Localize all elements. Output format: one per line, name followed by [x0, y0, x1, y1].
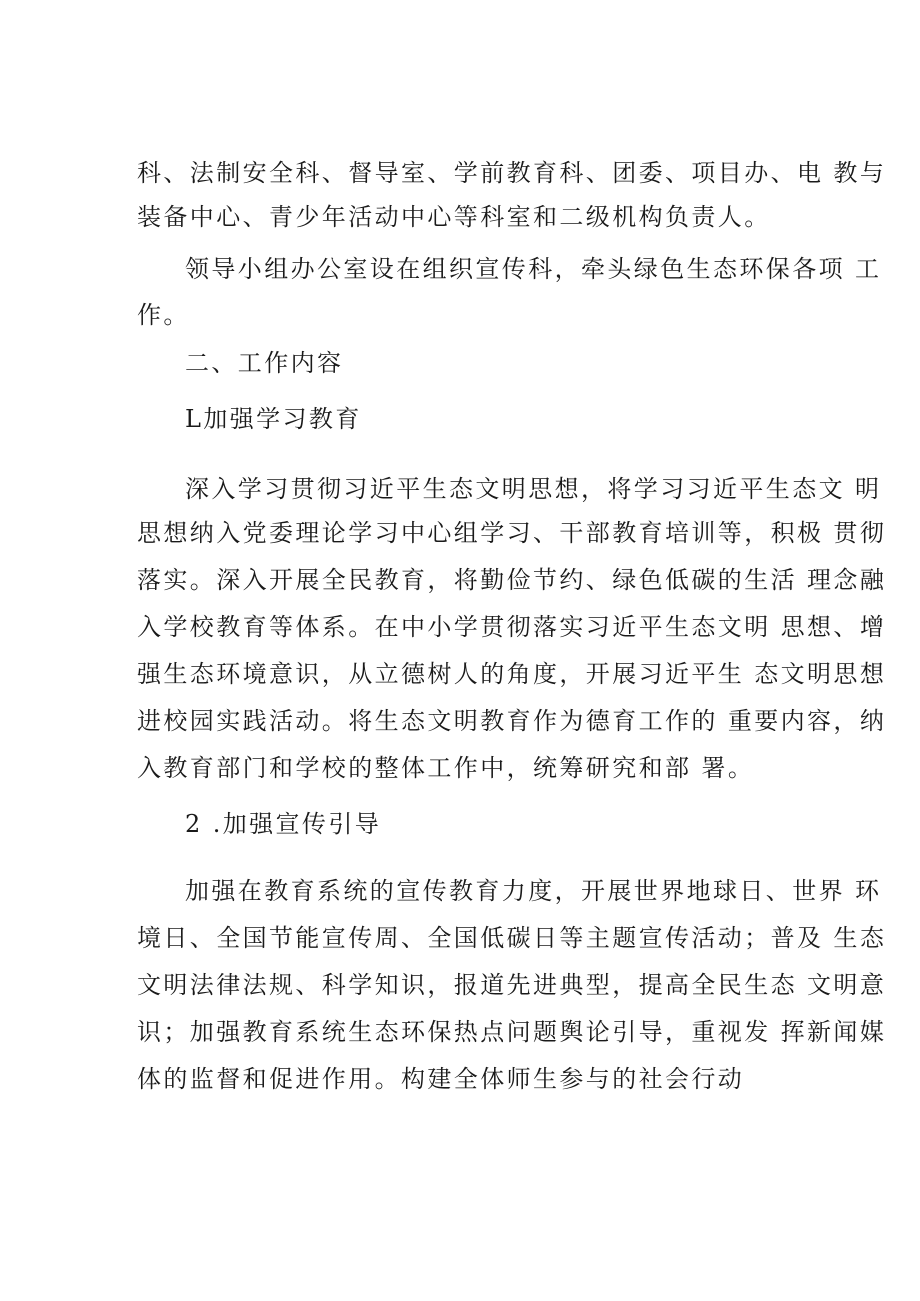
subheading: L加强学习教育 [185, 405, 362, 433]
text-line: 体的监督和促进作用。构建全体师生参与的社会行动 [137, 1065, 745, 1093]
section-heading: 二、工作内容 [185, 349, 344, 377]
subheading: 2 .加强宣传引导 [185, 810, 382, 838]
text-line: 思想纳入党委理论学习中心组学习、干部教育培训等，积极 贯彻 [137, 519, 887, 547]
text-line: 落实。深入开展全民教育，将勤俭节约、绿色低碳的生活 理念融 [137, 566, 887, 594]
text-line: 领导小组办公室设在组织宣传科，牵头绿色生态环保各项 工 [185, 255, 882, 283]
text-line: 进校园实践活动。将生态文明教育作为德育工作的 重要内容，纳 [137, 707, 887, 735]
text-line: 境日、全国节能宣传周、全国低碳日等主题宣传活动；普及 生态 [137, 924, 887, 952]
text-line: 装备中心、青少年活动中心等科室和二级机构负责人。 [137, 203, 771, 231]
text-line: 入教育部门和学校的整体工作中，统筹研究和部 署。 [137, 754, 755, 782]
text-line: 文明法律法规、科学知识，报道先进典型，提高全民生态 文明意 [137, 971, 887, 999]
text-line: 加强在教育系统的宣传教育力度，开展世界地球日、世界 环 [185, 877, 882, 905]
text-line: 强生态环境意识，从立德树人的角度，开展习近平生 态文明思想 [137, 660, 887, 688]
text-line: 识；加强教育系统生态环保热点问题舆论引导，重视发 挥新闻媒 [137, 1018, 887, 1046]
text-line: 作。 [137, 301, 190, 329]
text-line: 科、法制安全科、督导室、学前教育科、团委、项目办、电 教与 [137, 159, 887, 187]
text-line: 入学校教育等体系。在中小学贯彻落实习近平生态文明 思想、增 [137, 613, 887, 641]
text-line: 深入学习贯彻习近平生态文明思想，将学习习近平生态文 明 [185, 475, 882, 503]
